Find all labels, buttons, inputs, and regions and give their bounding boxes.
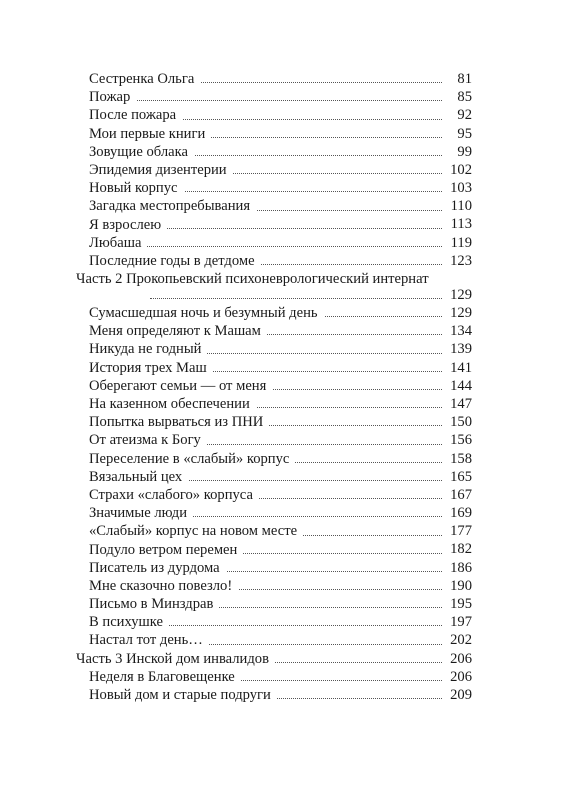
- toc-entry: [0, 377, 571, 395]
- toc-entry-page: 165: [442, 468, 472, 486]
- toc-entry: [0, 179, 571, 197]
- table-of-contents: [0, 70, 571, 704]
- toc-entry-title: Никуда не годный: [89, 340, 207, 358]
- toc-entry: [0, 504, 571, 522]
- toc-entry-title: Пожар: [89, 88, 136, 106]
- toc-entry: [0, 522, 571, 540]
- toc-entry-page: 158: [442, 450, 472, 468]
- toc-entry: [0, 143, 571, 161]
- toc-entry: [0, 450, 571, 468]
- toc-entry-title: Значимые люди: [89, 504, 193, 522]
- toc-entry: [0, 125, 571, 143]
- toc-entry-title: Сестренка Ольга: [89, 70, 200, 88]
- toc-entry-page: 177: [442, 522, 472, 540]
- toc-entry-page: 139: [442, 340, 472, 358]
- toc-part-title: Часть 2 Прокопьевский психоневрологический интернат: [76, 270, 442, 288]
- toc-entry: [0, 613, 571, 631]
- toc-entry: [0, 88, 571, 106]
- toc-entry-title: Я взрослею: [89, 216, 167, 234]
- toc-entry-page: 129: [442, 304, 472, 322]
- toc-entry-title: Попытка вырваться из ПНИ: [89, 413, 269, 431]
- toc-entry-title: После пожара: [89, 106, 182, 124]
- toc-entry: [0, 340, 571, 358]
- toc-entry: [0, 197, 571, 215]
- toc-entry-page: 169: [442, 504, 472, 522]
- toc-entry: [0, 70, 571, 88]
- toc-entry: [0, 413, 571, 431]
- toc-entry-title: Письмо в Минздрав: [89, 595, 219, 613]
- toc-entry-page: 147: [442, 395, 472, 413]
- toc-entry: [0, 234, 571, 252]
- toc-entry: [0, 577, 571, 595]
- toc-entry-title: Загадка местопребывания: [89, 197, 256, 215]
- toc-entry-page: 123: [442, 252, 472, 270]
- toc-entry-page: 206: [442, 650, 472, 668]
- toc-entry-title: Зовущие облака: [89, 143, 194, 161]
- toc-entry-page: 119: [442, 234, 472, 252]
- toc-entry: [0, 395, 571, 413]
- toc-entry-page: 167: [442, 486, 472, 504]
- toc-entry: [0, 216, 571, 234]
- toc-entry: [0, 359, 571, 377]
- toc-entry: [0, 686, 571, 704]
- toc-entry-title: Страхи «слабого» корпуса: [89, 486, 259, 504]
- toc-entry-title: Последние годы в детдоме: [89, 252, 261, 270]
- toc-entry-title: Мои первые книги: [89, 125, 211, 143]
- toc-entry-page: 129: [442, 286, 472, 304]
- toc-entry-title: Меня определяют к Машам: [89, 322, 267, 340]
- toc-part-title: Часть 3 Инской дом инвалидов: [76, 650, 275, 668]
- toc-entry-page: 202: [442, 631, 472, 649]
- toc-part-heading: [0, 650, 571, 668]
- toc-entry-title: Подуло ветром перемен: [89, 541, 243, 559]
- toc-entry: [0, 468, 571, 486]
- toc-entry: [0, 304, 571, 322]
- toc-entry: [0, 631, 571, 649]
- toc-entry-title: Новый корпус: [89, 179, 184, 197]
- toc-entry-page: 144: [442, 377, 472, 395]
- toc-entry-page: 197: [442, 613, 472, 631]
- toc-entry-title: Вязальный цех: [89, 468, 188, 486]
- toc-entry-title: Писатель из дурдома: [89, 559, 226, 577]
- toc-entry-title: Любаша: [89, 234, 147, 252]
- toc-entry-page: 134: [442, 322, 472, 340]
- toc-entry-title: В психушке: [89, 613, 169, 631]
- toc-entry: [0, 106, 571, 124]
- toc-entry: [0, 668, 571, 686]
- toc-entry: [0, 252, 571, 270]
- toc-entry-page: 186: [442, 559, 472, 577]
- toc-entry: [0, 431, 571, 449]
- toc-entry-title: Новый дом и старые подруги: [89, 686, 277, 704]
- dot-leader: [150, 298, 442, 299]
- toc-entry-page: 85: [442, 88, 472, 106]
- toc-entry-page: 81: [442, 70, 472, 88]
- toc-entry-page: 195: [442, 595, 472, 613]
- toc-entry: [0, 559, 571, 577]
- toc-entry: [0, 322, 571, 340]
- toc-entry-page: 190: [442, 577, 472, 595]
- toc-entry-title: Мне сказочно повезло!: [89, 577, 238, 595]
- toc-entry-page: 150: [442, 413, 472, 431]
- toc-entry-page: 206: [442, 668, 472, 686]
- toc-entry-title: На казенном обеспечении: [89, 395, 256, 413]
- toc-entry-title: Переселение в «слабый» корпус: [89, 450, 295, 468]
- toc-entry: [0, 541, 571, 559]
- toc-entry-page: 182: [442, 540, 472, 558]
- toc-entry-page: 110: [442, 197, 472, 215]
- toc-entry: [0, 595, 571, 613]
- toc-entry-title: От атеизма к Богу: [89, 431, 207, 449]
- toc-entry-title: Оберегают семьи — от меня: [89, 377, 272, 395]
- toc-entry-page: 103: [442, 179, 472, 197]
- toc-entry-title: Сумасшедшая ночь и безумный день: [89, 304, 324, 322]
- toc-entry-page: 156: [442, 431, 472, 449]
- toc-entry-page: 95: [442, 125, 472, 143]
- toc-entry-page: 209: [442, 686, 472, 704]
- toc-entry-title: «Слабый» корпус на новом месте: [89, 522, 303, 540]
- toc-part-heading: [0, 270, 571, 304]
- toc-entry: [0, 486, 571, 504]
- dot-leader: [89, 100, 442, 101]
- toc-entry-page: 102: [442, 161, 472, 179]
- toc-entry-title: Настал тот день…: [89, 631, 209, 649]
- toc-entry-page: 92: [442, 106, 472, 124]
- toc-entry-title: Неделя в Благовещенке: [89, 668, 241, 686]
- toc-entry: [0, 161, 571, 179]
- toc-entry-page: 99: [442, 143, 472, 161]
- toc-entry-title: История трех Маш: [89, 359, 213, 377]
- toc-entry-title: Эпидемия дизентерии: [89, 161, 233, 179]
- toc-entry-page: 113: [442, 215, 472, 233]
- toc-entry-page: 141: [442, 359, 472, 377]
